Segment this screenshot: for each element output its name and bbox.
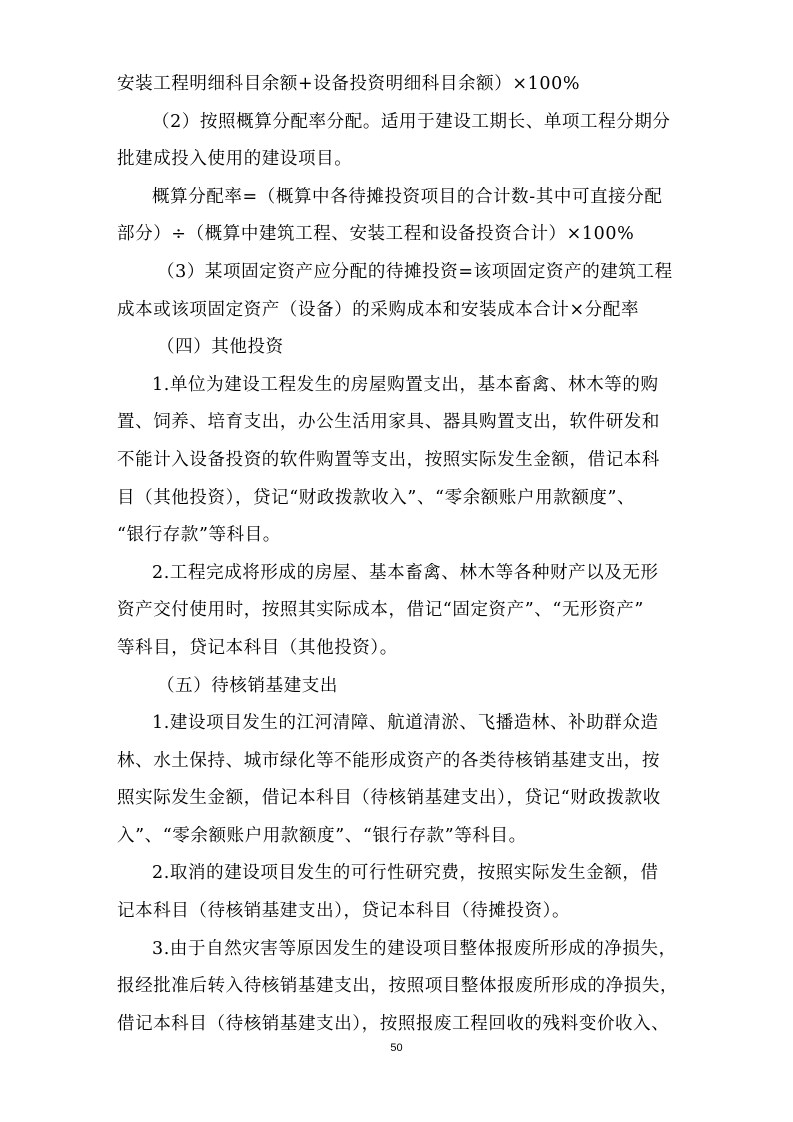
text-line: 不能计入设备投资的软件购置等支出，按照实际发生金额，借记本科 — [117, 449, 660, 470]
text-line: 1.建设项目发生的江河清障、航道清淤、飞播造林、补助群众造 — [152, 713, 659, 734]
text-line: （3）某项固定资产应分配的待摊投资=该项固定资产的建筑工程 — [157, 261, 673, 282]
page-number: 50 — [390, 1042, 403, 1054]
section-heading: （四）其他投资 — [157, 337, 284, 358]
text-line: 2.工程完成将形成的房屋、基本畜禽、林木等各种财产以及无形 — [152, 562, 659, 583]
text-line: 借记本科目（待核销基建支出），按照报废工程回收的残料变价收入、 — [117, 1013, 670, 1034]
text-line: 3.由于自然灾害等原因发生的建设项目整体报废所形成的净损失， — [152, 938, 677, 959]
text-line: 安装工程明细科目余额+设备投资明细科目余额）×100% — [117, 74, 581, 94]
section-heading: （五）待核销基建支出 — [157, 675, 338, 696]
text-line: 置、饲养、培育支出，办公生活用家具、器具购置支出，软件研发和 — [117, 412, 660, 433]
text-line: 2.取消的建设项目发生的可行性研究费，按照实际发生金额，借 — [152, 863, 659, 884]
text-line: 照实际发生金额，借记本科目（待核销基建支出），贷记“财政拨款收 — [117, 788, 661, 809]
text-line: 记本科目（待核销基建支出），贷记本科目（待摊投资）。 — [117, 901, 571, 922]
text-line: 1.单位为建设工程发生的房屋购置支出，基本畜禽、林木等的购 — [152, 374, 659, 395]
text-line: “银行存款”等科目。 — [117, 525, 281, 546]
text-line: 目（其他投资），贷记“财政拨款收入”、“零余额账户用款额度”、 — [117, 487, 636, 508]
text-line: 入”、“零余额账户用款额度”、“银行存款”等科目。 — [117, 825, 527, 846]
text-line: 批建成投入使用的建设项目。 — [117, 149, 353, 170]
text-line: 部分）÷（概算中建筑工程、安装工程和设备投资合计）×100% — [117, 224, 635, 245]
text-line: 概算分配率=（概算中各待摊投资项目的合计数-其中可直接分配 — [152, 186, 663, 207]
body-text — [117, 66, 687, 1043]
text-line: 报经批准后转入待核销基建支出，按照项目整体报废所形成的净损失， — [117, 976, 679, 997]
text-line: 林、水土保持、城市绿化等不能形成资产的各类待核销基建支出，按 — [117, 750, 660, 771]
text-line: （2）按照概算分配率分配。适用于建设工期长、单项工程分期分 — [152, 111, 671, 132]
text-line: 资产交付使用时，按照其实际成本，借记“固定资产”、“无形资产” — [117, 600, 644, 621]
text-line: 等科目，贷记本科目（其他投资）。 — [117, 637, 398, 658]
text-line: 成本或该项固定资产（设备）的采购成本和安装成本合计×分配率 — [117, 299, 640, 320]
